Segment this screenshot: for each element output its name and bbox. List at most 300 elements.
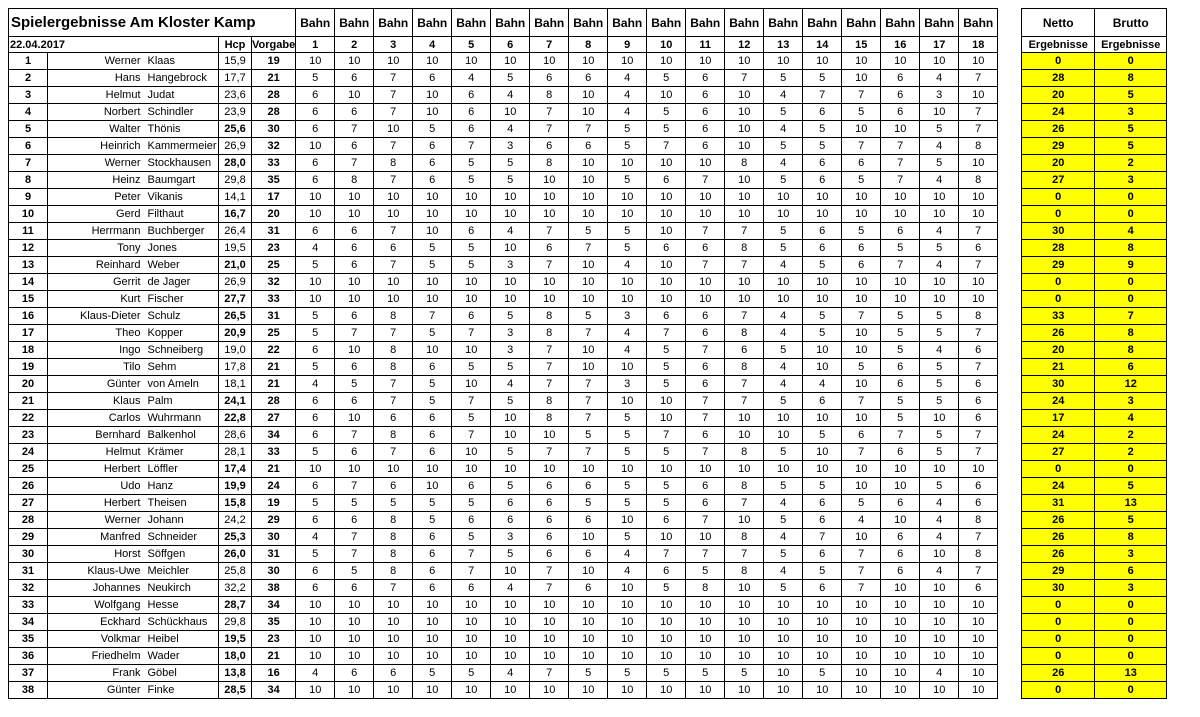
netto-result: 21 <box>1022 359 1095 376</box>
score-cell: 10 <box>764 682 803 699</box>
score-cell: 6 <box>686 478 725 495</box>
score-cell: 10 <box>608 206 647 223</box>
score-cell: 10 <box>881 478 920 495</box>
score-cell: 7 <box>842 138 881 155</box>
vorgabe-cell: 32 <box>252 274 296 291</box>
score-cell: 5 <box>569 223 608 240</box>
score-cell: 7 <box>335 155 374 172</box>
handicap-cell: 15,9 <box>219 53 252 70</box>
score-cell: 6 <box>413 359 452 376</box>
score-cell: 6 <box>413 138 452 155</box>
player-number: 33 <box>9 597 48 614</box>
player-number: 23 <box>9 427 48 444</box>
score-cell: 6 <box>491 495 530 512</box>
score-cell: 10 <box>335 291 374 308</box>
player-first-name: Hans <box>48 70 145 87</box>
score-cell: 4 <box>920 257 959 274</box>
score-cell: 10 <box>725 631 764 648</box>
score-cell: 7 <box>725 223 764 240</box>
score-cell: 5 <box>374 495 413 512</box>
hole-number-3: 3 <box>374 37 413 53</box>
score-cell: 7 <box>374 376 413 393</box>
score-cell: 6 <box>530 495 569 512</box>
score-cell: 10 <box>764 53 803 70</box>
score-cell: 10 <box>764 597 803 614</box>
score-cell: 6 <box>647 308 686 325</box>
score-cell: 8 <box>530 410 569 427</box>
score-cell: 5 <box>647 376 686 393</box>
score-cell: 10 <box>413 597 452 614</box>
player-number: 8 <box>9 172 48 189</box>
score-cell: 10 <box>920 53 959 70</box>
player-last-name: von Ameln <box>145 376 219 393</box>
score-cell: 10 <box>413 614 452 631</box>
score-cell: 7 <box>881 155 920 172</box>
score-cell: 8 <box>374 563 413 580</box>
score-cell: 4 <box>296 240 335 257</box>
score-cell: 10 <box>920 189 959 206</box>
score-cell: 5 <box>335 563 374 580</box>
score-cell: 4 <box>491 121 530 138</box>
table-row <box>9 682 1167 699</box>
score-cell: 10 <box>803 461 842 478</box>
score-cell: 7 <box>959 104 998 121</box>
handicap-cell: 20,9 <box>219 325 252 342</box>
player-number: 36 <box>9 648 48 665</box>
score-cell: 6 <box>569 478 608 495</box>
player-first-name: Klaus-Dieter <box>48 308 145 325</box>
score-cell: 5 <box>920 393 959 410</box>
vorgabe-cell: 34 <box>252 427 296 444</box>
vorgabe-cell: 28 <box>252 393 296 410</box>
score-cell: 10 <box>413 189 452 206</box>
score-cell: 10 <box>491 461 530 478</box>
score-cell: 5 <box>491 444 530 461</box>
score-cell: 8 <box>725 359 764 376</box>
player-number: 3 <box>9 87 48 104</box>
score-cell: 5 <box>881 410 920 427</box>
score-cell: 10 <box>647 223 686 240</box>
score-cell: 6 <box>335 393 374 410</box>
score-cell: 10 <box>608 155 647 172</box>
score-cell: 8 <box>725 155 764 172</box>
score-cell: 4 <box>764 155 803 172</box>
score-cell: 7 <box>413 308 452 325</box>
score-cell: 5 <box>452 410 491 427</box>
score-cell: 10 <box>725 614 764 631</box>
netto-result: 0 <box>1022 206 1095 223</box>
score-cell: 10 <box>725 291 764 308</box>
table-row <box>9 308 1167 325</box>
brutto-result: 5 <box>1095 121 1167 138</box>
brutto-result: 9 <box>1095 257 1167 274</box>
bahn-header-6: Bahn <box>491 9 530 37</box>
table-row <box>9 614 1167 631</box>
bahn-header-13: Bahn <box>764 9 803 37</box>
player-first-name: Günter <box>48 376 145 393</box>
separator-cell <box>998 53 1022 70</box>
player-last-name: Kammermeier <box>145 138 219 155</box>
score-cell: 7 <box>959 70 998 87</box>
score-cell: 10 <box>491 206 530 223</box>
score-cell: 10 <box>647 614 686 631</box>
score-cell: 6 <box>686 121 725 138</box>
handicap-cell: 24,2 <box>219 512 252 529</box>
score-cell: 5 <box>764 70 803 87</box>
score-cell: 7 <box>530 563 569 580</box>
score-cell: 7 <box>335 325 374 342</box>
player-last-name: Schückhaus <box>145 614 219 631</box>
brutto-result: 6 <box>1095 359 1167 376</box>
handicap-cell: 26,9 <box>219 274 252 291</box>
score-cell: 6 <box>881 87 920 104</box>
score-cell: 5 <box>920 376 959 393</box>
score-cell: 10 <box>764 648 803 665</box>
score-cell: 10 <box>452 342 491 359</box>
player-number: 20 <box>9 376 48 393</box>
score-cell: 5 <box>881 342 920 359</box>
netto-result: 29 <box>1022 138 1095 155</box>
player-number: 37 <box>9 665 48 682</box>
score-cell: 10 <box>413 291 452 308</box>
handicap-cell: 28,5 <box>219 682 252 699</box>
table-row <box>9 597 1167 614</box>
score-cell: 10 <box>608 393 647 410</box>
score-cell: 6 <box>374 240 413 257</box>
score-cell: 5 <box>803 308 842 325</box>
score-cell: 7 <box>686 172 725 189</box>
score-cell: 5 <box>296 325 335 342</box>
score-cell: 10 <box>491 53 530 70</box>
table-row <box>9 546 1167 563</box>
score-cell: 10 <box>608 359 647 376</box>
table-row <box>9 665 1167 682</box>
separator-cell <box>998 223 1022 240</box>
score-cell: 6 <box>335 512 374 529</box>
score-cell: 10 <box>842 631 881 648</box>
hole-number-16: 16 <box>881 37 920 53</box>
score-cell: 7 <box>881 138 920 155</box>
score-cell: 10 <box>491 104 530 121</box>
score-cell: 5 <box>413 121 452 138</box>
player-number: 18 <box>9 342 48 359</box>
handicap-cell: 18,0 <box>219 648 252 665</box>
score-cell: 6 <box>959 478 998 495</box>
score-cell: 10 <box>647 274 686 291</box>
separator-cell <box>998 155 1022 172</box>
separator-cell <box>998 376 1022 393</box>
score-cell: 8 <box>374 512 413 529</box>
netto-result: 20 <box>1022 342 1095 359</box>
score-cell: 6 <box>803 393 842 410</box>
score-cell: 6 <box>296 223 335 240</box>
score-cell: 6 <box>413 580 452 597</box>
score-cell: 5 <box>764 580 803 597</box>
separator-cell <box>998 104 1022 121</box>
score-cell: 10 <box>686 529 725 546</box>
score-cell: 8 <box>959 546 998 563</box>
netto-result: 24 <box>1022 478 1095 495</box>
brutto-result: 4 <box>1095 410 1167 427</box>
brutto-result: 6 <box>1095 563 1167 580</box>
score-cell: 7 <box>725 376 764 393</box>
player-last-name: Baumgart <box>145 172 219 189</box>
netto-result: 29 <box>1022 563 1095 580</box>
score-cell: 6 <box>803 104 842 121</box>
score-cell: 10 <box>881 274 920 291</box>
player-first-name: Helmut <box>48 444 145 461</box>
player-number: 16 <box>9 308 48 325</box>
score-cell: 6 <box>374 478 413 495</box>
brutto-result: 0 <box>1095 648 1167 665</box>
player-last-name: Heibel <box>145 631 219 648</box>
player-number: 10 <box>9 206 48 223</box>
score-cell: 5 <box>569 427 608 444</box>
score-cell: 6 <box>686 495 725 512</box>
player-last-name: Löffler <box>145 461 219 478</box>
score-cell: 10 <box>725 121 764 138</box>
score-cell: 10 <box>335 342 374 359</box>
player-number: 5 <box>9 121 48 138</box>
brutto-result: 3 <box>1095 393 1167 410</box>
bahn-header-2: Bahn <box>335 9 374 37</box>
score-cell: 10 <box>686 648 725 665</box>
score-cell: 7 <box>530 121 569 138</box>
score-cell: 4 <box>608 563 647 580</box>
score-cell: 10 <box>881 206 920 223</box>
score-cell: 10 <box>530 206 569 223</box>
score-cell: 4 <box>764 495 803 512</box>
score-cell: 6 <box>530 240 569 257</box>
score-cell: 6 <box>413 444 452 461</box>
player-number: 26 <box>9 478 48 495</box>
score-cell: 6 <box>296 427 335 444</box>
score-cell: 6 <box>959 393 998 410</box>
score-cell: 10 <box>725 274 764 291</box>
score-cell: 3 <box>608 308 647 325</box>
score-cell: 5 <box>608 223 647 240</box>
player-first-name: Horst <box>48 546 145 563</box>
score-cell: 5 <box>803 563 842 580</box>
vorgabe-cell: 16 <box>252 665 296 682</box>
brutto-result: 0 <box>1095 53 1167 70</box>
score-cell: 5 <box>335 376 374 393</box>
score-cell: 6 <box>569 546 608 563</box>
score-cell: 4 <box>920 172 959 189</box>
score-cell: 6 <box>374 665 413 682</box>
score-cell: 5 <box>452 155 491 172</box>
score-cell: 7 <box>452 138 491 155</box>
score-cell: 5 <box>920 121 959 138</box>
vorgabe-cell: 25 <box>252 325 296 342</box>
score-cell: 7 <box>374 257 413 274</box>
score-cell: 6 <box>335 665 374 682</box>
score-cell: 5 <box>413 257 452 274</box>
score-cell: 7 <box>452 325 491 342</box>
netto-result: 0 <box>1022 631 1095 648</box>
score-cell: 10 <box>452 682 491 699</box>
score-cell: 5 <box>608 410 647 427</box>
score-cell: 10 <box>920 410 959 427</box>
score-cell: 6 <box>374 410 413 427</box>
score-cell: 5 <box>920 308 959 325</box>
score-cell: 4 <box>296 376 335 393</box>
score-cell: 8 <box>725 325 764 342</box>
score-cell: 10 <box>725 53 764 70</box>
score-cell: 7 <box>374 104 413 121</box>
score-cell: 10 <box>920 206 959 223</box>
brutto-result: 2 <box>1095 427 1167 444</box>
handicap-cell: 18,1 <box>219 376 252 393</box>
score-cell: 5 <box>647 478 686 495</box>
score-cell: 4 <box>920 512 959 529</box>
separator-cell <box>998 308 1022 325</box>
player-first-name: Günter <box>48 682 145 699</box>
score-cell: 8 <box>530 393 569 410</box>
score-cell: 4 <box>920 342 959 359</box>
brutto-result: 0 <box>1095 614 1167 631</box>
score-cell: 6 <box>803 580 842 597</box>
vorgabe-cell: 27 <box>252 410 296 427</box>
score-cell: 8 <box>530 155 569 172</box>
score-cell: 8 <box>374 342 413 359</box>
netto-result: 24 <box>1022 393 1095 410</box>
separator-cell <box>998 495 1022 512</box>
score-cell: 7 <box>569 444 608 461</box>
separator-cell <box>998 597 1022 614</box>
score-cell: 4 <box>452 70 491 87</box>
handicap-cell: 19,0 <box>219 342 252 359</box>
score-cell: 6 <box>335 359 374 376</box>
vorgabe-cell: 38 <box>252 580 296 597</box>
separator-cell <box>998 172 1022 189</box>
player-last-name: Krämer <box>145 444 219 461</box>
netto-result: 0 <box>1022 597 1095 614</box>
score-cell: 6 <box>413 427 452 444</box>
score-cell: 6 <box>686 87 725 104</box>
score-cell: 5 <box>842 223 881 240</box>
score-cell: 6 <box>686 240 725 257</box>
brutto-result: 13 <box>1095 495 1167 512</box>
score-cell: 6 <box>413 563 452 580</box>
score-cell: 10 <box>530 172 569 189</box>
score-cell: 10 <box>452 189 491 206</box>
handicap-cell: 26,9 <box>219 138 252 155</box>
score-cell: 4 <box>920 665 959 682</box>
player-first-name: Gerd <box>48 206 145 223</box>
vorgabe-cell: 31 <box>252 546 296 563</box>
score-cell: 10 <box>686 189 725 206</box>
score-cell: 5 <box>608 444 647 461</box>
player-first-name: Peter <box>48 189 145 206</box>
score-cell: 10 <box>413 342 452 359</box>
player-first-name: Werner <box>48 512 145 529</box>
score-cell: 7 <box>569 410 608 427</box>
separator-cell <box>998 189 1022 206</box>
score-cell: 10 <box>452 274 491 291</box>
score-cell: 10 <box>296 682 335 699</box>
bahn-header-10: Bahn <box>647 9 686 37</box>
score-cell: 6 <box>842 427 881 444</box>
score-cell: 5 <box>569 665 608 682</box>
score-cell: 7 <box>725 70 764 87</box>
player-first-name: Norbert <box>48 104 145 121</box>
score-cell: 10 <box>413 206 452 223</box>
score-cell: 10 <box>569 682 608 699</box>
score-cell: 10 <box>842 597 881 614</box>
vorgabe-cell: 29 <box>252 512 296 529</box>
score-cell: 10 <box>413 631 452 648</box>
score-cell: 5 <box>920 444 959 461</box>
table-row <box>9 359 1167 376</box>
score-cell: 5 <box>608 240 647 257</box>
score-cell: 10 <box>530 597 569 614</box>
score-cell: 10 <box>842 682 881 699</box>
score-cell: 10 <box>881 189 920 206</box>
score-cell: 6 <box>296 393 335 410</box>
score-cell: 5 <box>608 138 647 155</box>
vorgabe-cell: 23 <box>252 631 296 648</box>
score-cell: 10 <box>647 155 686 172</box>
score-cell: 10 <box>959 189 998 206</box>
score-cell: 7 <box>647 138 686 155</box>
player-first-name: Klaus-Uwe <box>48 563 145 580</box>
score-cell: 7 <box>842 308 881 325</box>
score-cell: 5 <box>803 665 842 682</box>
score-cell: 10 <box>686 631 725 648</box>
score-cell: 7 <box>530 257 569 274</box>
score-cell: 6 <box>452 121 491 138</box>
handicap-cell: 28,0 <box>219 155 252 172</box>
score-cell: 7 <box>959 257 998 274</box>
score-cell: 6 <box>881 376 920 393</box>
score-cell: 5 <box>842 172 881 189</box>
score-cell: 10 <box>920 614 959 631</box>
player-last-name: Meichler <box>145 563 219 580</box>
player-first-name: Helmut <box>48 87 145 104</box>
bahn-header-15: Bahn <box>842 9 881 37</box>
score-cell: 10 <box>647 53 686 70</box>
score-cell: 7 <box>686 410 725 427</box>
brutto-result: 0 <box>1095 291 1167 308</box>
score-cell: 10 <box>452 461 491 478</box>
handicap-cell: 22,8 <box>219 410 252 427</box>
score-cell: 10 <box>413 274 452 291</box>
player-first-name: Herbert <box>48 495 145 512</box>
netto-result: 24 <box>1022 104 1095 121</box>
score-cell: 10 <box>959 631 998 648</box>
score-cell: 5 <box>413 240 452 257</box>
score-cell: 10 <box>569 206 608 223</box>
score-cell: 10 <box>569 104 608 121</box>
score-cell: 10 <box>608 597 647 614</box>
player-number: 34 <box>9 614 48 631</box>
score-cell: 5 <box>413 512 452 529</box>
score-cell: 10 <box>530 53 569 70</box>
score-cell: 6 <box>881 70 920 87</box>
bahn-header-14: Bahn <box>803 9 842 37</box>
score-cell: 6 <box>959 580 998 597</box>
score-cell: 10 <box>842 614 881 631</box>
score-cell: 7 <box>374 70 413 87</box>
player-last-name: Buchberger <box>145 223 219 240</box>
player-last-name: Sehm <box>145 359 219 376</box>
score-cell: 10 <box>296 461 335 478</box>
score-cell: 10 <box>296 631 335 648</box>
separator-cell <box>998 291 1022 308</box>
player-first-name: Werner <box>48 53 145 70</box>
netto-result: 0 <box>1022 648 1095 665</box>
